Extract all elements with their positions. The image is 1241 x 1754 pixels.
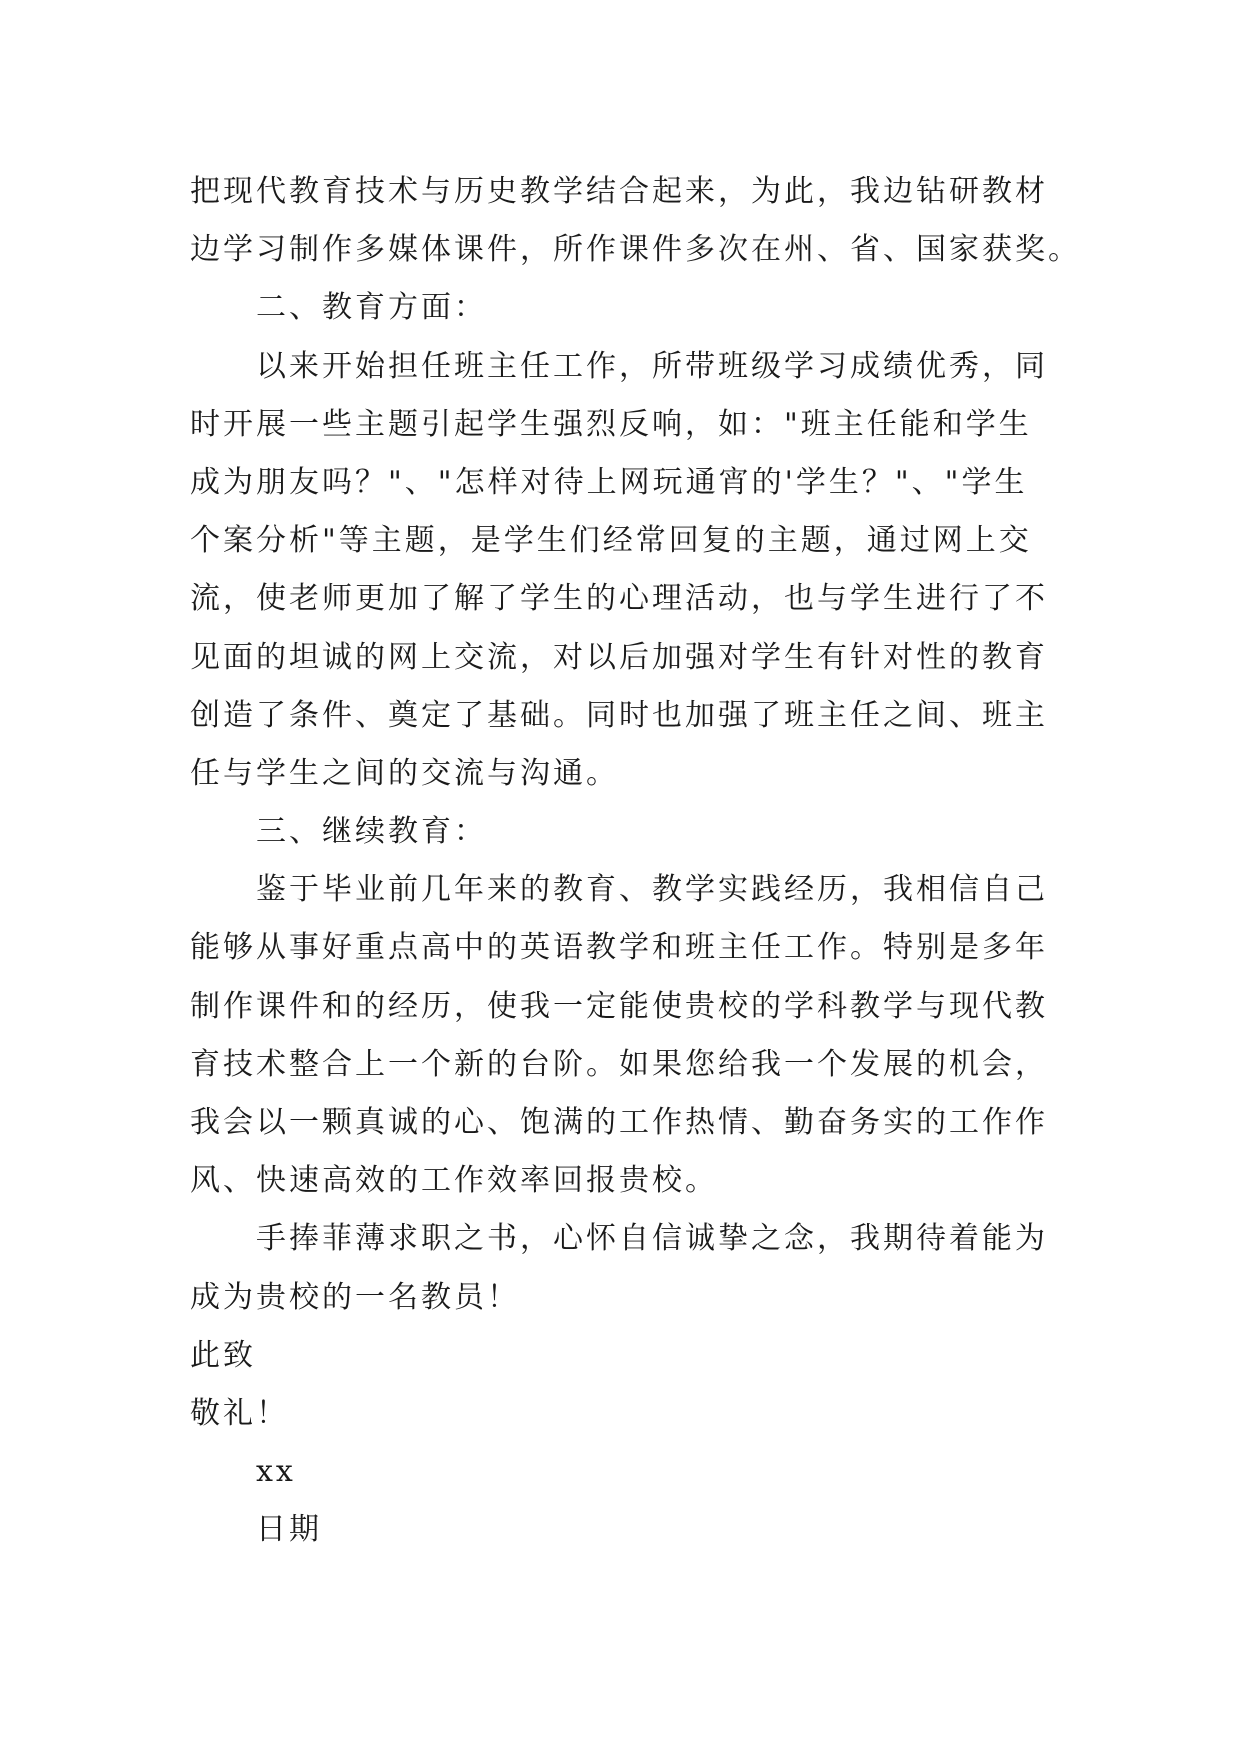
closing-respect: 敬礼！ (190, 1395, 289, 1431)
text-line: 把现代教育技术与历史教学结合起来，为此，我边钻研教材 (190, 174, 1048, 209)
text-line: 以来开始担任班主任工作，所带班级学习成绩优秀，同 (256, 348, 1048, 384)
text-line: 能够从事好重点高中的英语教学和班主任工作。特别是多年 (190, 930, 1048, 966)
text-line: 成为朋友吗？"、"怎样对待上网玩通宵的'学生？"、"学生 (190, 464, 1028, 500)
text-line: 鉴于毕业前几年来的教育、教学实践经历，我相信自己 (256, 872, 1048, 908)
text-line: 创造了条件、奠定了基础。同时也加强了班主任之间、班主 (190, 697, 1048, 733)
text-line: 制作课件和的经历，使我一定能使贵校的学科教学与现代教 (190, 988, 1048, 1024)
text-line: 边学习制作多媒体课件，所作课件多次在州、省、国家获奖。 (190, 232, 1081, 268)
section-heading: 二、教育方面： (256, 290, 487, 326)
text-line: 手捧菲薄求职之书，心怀自信诚挚之念，我期待着能为 (256, 1221, 1048, 1257)
text-line: 时开展一些主题引起学生强烈反响，如："班主任能和学生 (190, 406, 1032, 442)
text-line: 流，使老师更加了解了学生的心理活动，也与学生进行了不 (190, 581, 1048, 617)
signature-name: xx (256, 1454, 296, 1490)
signature-date: 日期 (256, 1512, 322, 1548)
text-line: 我会以一颗真诚的心、饱满的工作热情、勤奋务实的工作作 (190, 1105, 1048, 1140)
text-line: 育技术整合上一个新的台阶。如果您给我一个发展的机会， (190, 1046, 1048, 1082)
text-line: 个案分析"等主题，是学生们经常回复的主题，通过网上交 (190, 523, 1032, 559)
closing-salutation: 此致 (190, 1337, 256, 1373)
text-line: 任与学生之间的交流与沟通。 (190, 755, 619, 791)
text-line: 风、快速高效的工作效率回报贵校。 (190, 1163, 718, 1199)
text-line: 成为贵校的一名教员！ (190, 1279, 520, 1315)
section-heading: 三、继续教育： (256, 814, 487, 850)
document-body (190, 163, 1081, 1560)
text-line: 见面的坦诚的网上交流，对以后加强对学生有针对性的教育 (190, 639, 1048, 675)
